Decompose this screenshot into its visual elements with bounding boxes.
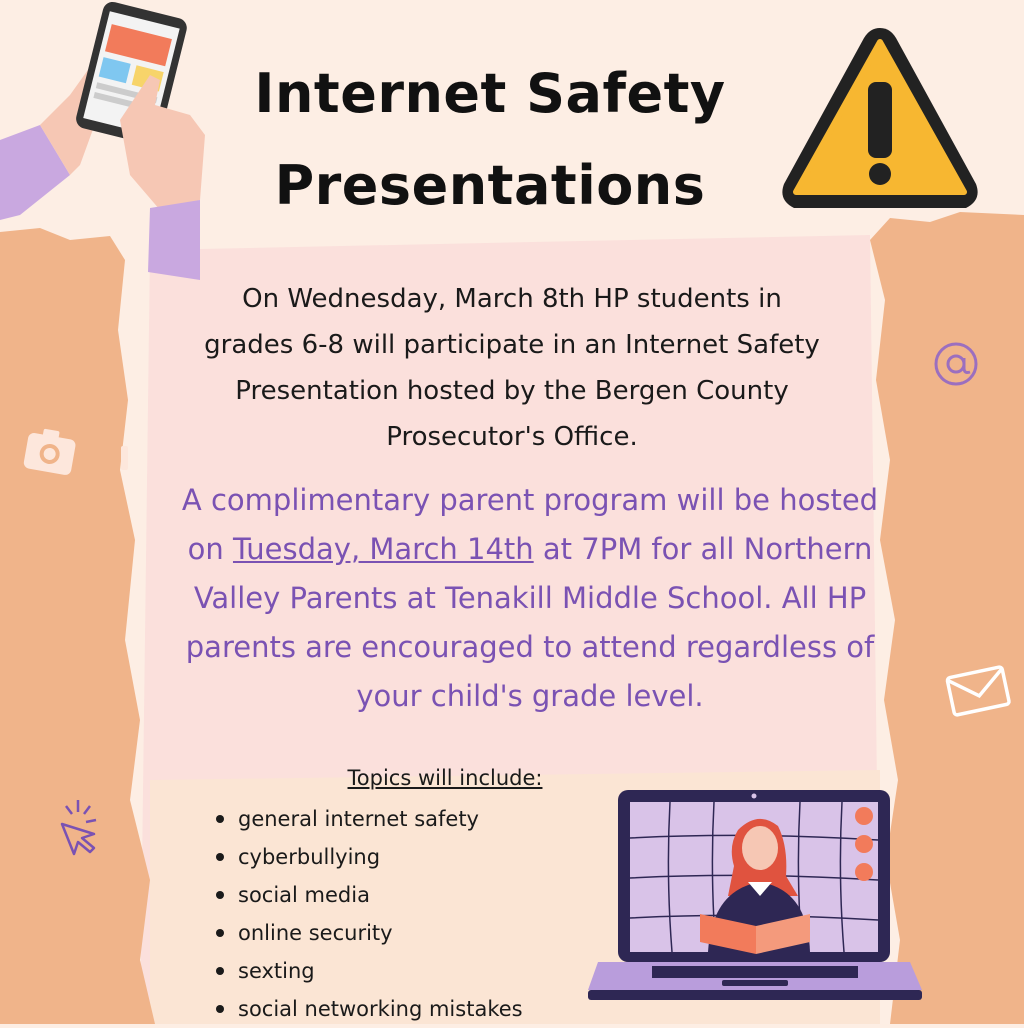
intro-line-3: Presentation hosted by the Bergen County xyxy=(235,376,789,406)
parent-line-3: Valley Parents at Tenakill Middle School. All HP xyxy=(193,581,867,615)
list-item: online security xyxy=(214,914,523,952)
warning-icon xyxy=(776,20,984,216)
intro-line-4: Prosecutor's Office. xyxy=(386,422,638,452)
phone-in-hands-icon xyxy=(0,0,210,280)
parent-line-5: your child's grade level. xyxy=(356,679,704,713)
envelope-icon xyxy=(944,660,1012,720)
list-item: social media xyxy=(214,876,523,914)
camera-icon xyxy=(20,422,80,482)
list-item: general internet safety xyxy=(214,800,523,838)
laptop-video-call-illustration xyxy=(588,786,922,1004)
parent-line-4: parents are encouraged to attend regardless of xyxy=(185,630,875,664)
parent-line-1: A complimentary parent program will be hosted xyxy=(181,483,879,517)
parent-line-2-after: at 7PM for all Northern xyxy=(533,532,873,566)
parent-line-2 xyxy=(140,525,920,574)
camera-side-mark-icon xyxy=(118,444,132,472)
list-item: sexting xyxy=(214,952,523,990)
intro-paragraph xyxy=(150,276,874,460)
parent-line-2-before: on xyxy=(187,532,233,566)
intro-line-1: On Wednesday, March 8th HP students in xyxy=(242,284,782,314)
list-item: social networking mistakes xyxy=(214,990,523,1028)
topics-heading: Topics will include: xyxy=(347,766,543,790)
title-line-1: Internet Safety xyxy=(254,62,726,125)
topics-list xyxy=(214,800,523,1028)
intro-line-2: grades 6-8 will participate in an Internet Safety xyxy=(204,330,820,360)
parent-program-date: Tuesday, March 14th xyxy=(232,532,534,566)
cursor-click-icon xyxy=(48,790,108,860)
page-title xyxy=(180,48,800,232)
at-sign-icon xyxy=(932,340,980,388)
list-item: cyberbullying xyxy=(214,838,523,876)
parent-program-paragraph xyxy=(140,476,920,721)
title-line-2: Presentations xyxy=(274,154,706,217)
